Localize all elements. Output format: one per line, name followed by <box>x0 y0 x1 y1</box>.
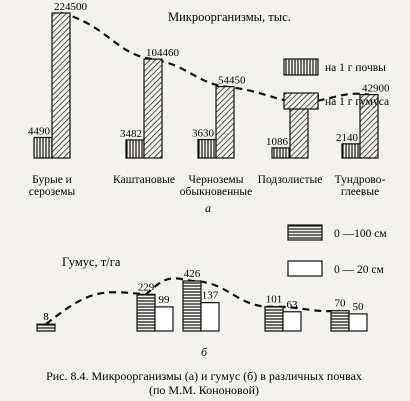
legend-label-b-0: 0 —100 см <box>334 228 387 240</box>
value-label-a-0-2: 3630 <box>192 127 214 140</box>
bar-a-0-3 <box>272 148 290 158</box>
legend-label-a-1: на 1 г гумуса <box>325 96 390 108</box>
value-label-b-1-1: 99 <box>158 293 170 306</box>
trend-line-a <box>61 13 369 103</box>
bar-a-0-0 <box>34 137 52 158</box>
legend-swatch-b-0 <box>288 225 322 240</box>
bar-a-1-3 <box>290 103 308 158</box>
bar-b-0-0 <box>37 324 55 331</box>
value-label-a-1-2: 54450 <box>218 74 246 87</box>
legend-label-a-0: на 1 г почвы <box>325 62 386 74</box>
bar-b-0-4 <box>331 311 349 331</box>
bar-a-0-1 <box>126 140 144 158</box>
bar-b-1-3 <box>283 312 301 331</box>
bar-b-1-2 <box>201 303 219 331</box>
panel-a-letter: а <box>205 201 211 215</box>
value-label-b-0-3: 101 <box>265 293 283 306</box>
value-label-a-1-4: 42900 <box>362 82 390 95</box>
value-label-a-0-0: 4490 <box>28 125 50 138</box>
panel-b-letter: б <box>201 345 208 359</box>
value-label-b-0-0: 8 <box>43 311 49 324</box>
panel-b <box>37 225 387 359</box>
legend-swatch-a-1 <box>284 93 318 109</box>
legend-label-b-1: 0 — 20 см <box>334 264 384 276</box>
bar-a-1-0 <box>52 13 70 158</box>
bar-a-0-2 <box>198 140 216 158</box>
value-label-b-1-2: 137 <box>201 289 219 302</box>
category-label-a-0: Бурые и <box>32 174 72 186</box>
category-label-a-4: Тундрово- <box>334 174 386 186</box>
value-label-a-0-1: 3482 <box>120 127 142 140</box>
bar-b-0-2 <box>183 281 201 331</box>
bar-b-0-3 <box>265 307 283 331</box>
category-label-a-2: Черноземы <box>188 174 244 186</box>
value-label-b-1-3: 63 <box>286 298 298 311</box>
category-label-a-3: Подзолистые <box>257 174 323 186</box>
category-label-a-4: глеевые <box>340 186 380 198</box>
caption-line-2: (по М.М. Кононовой) <box>148 383 260 397</box>
chart-a-title: Микроорганизмы, тыс. <box>168 10 291 24</box>
bar-b-1-4 <box>349 314 367 331</box>
category-label-a-1: Каштановые <box>113 174 175 186</box>
value-label-b-1-4: 50 <box>352 300 364 313</box>
legend-swatch-b-1 <box>288 261 322 276</box>
panel-a <box>28 1 390 215</box>
value-label-a-1-1: 104460 <box>146 47 179 60</box>
value-label-a-0-4: 2140 <box>336 131 358 144</box>
bar-b-0-1 <box>137 294 155 331</box>
chart-b-title: Гумус, т/га <box>62 255 121 269</box>
caption-line-1: Рис. 8.4. Микроорганизмы (а) и гумус (б) в различных почвах <box>46 369 362 383</box>
legend-swatch-a-0 <box>284 59 318 75</box>
value-label-b-0-1: 229 <box>137 281 155 294</box>
value-label-a-1-0: 224500 <box>54 1 87 13</box>
bar-a-1-1 <box>144 59 162 158</box>
bar-a-0-4 <box>342 144 360 158</box>
bar-b-1-1 <box>155 307 173 331</box>
bar-a-1-2 <box>216 87 234 158</box>
value-label-a-0-3: 1086 <box>266 135 288 148</box>
category-label-a-0: сероземы <box>28 186 76 198</box>
value-label-b-0-2: 426 <box>183 268 201 280</box>
value-label-b-0-4: 70 <box>334 297 346 310</box>
category-label-a-2: обыкновенные <box>179 186 253 198</box>
